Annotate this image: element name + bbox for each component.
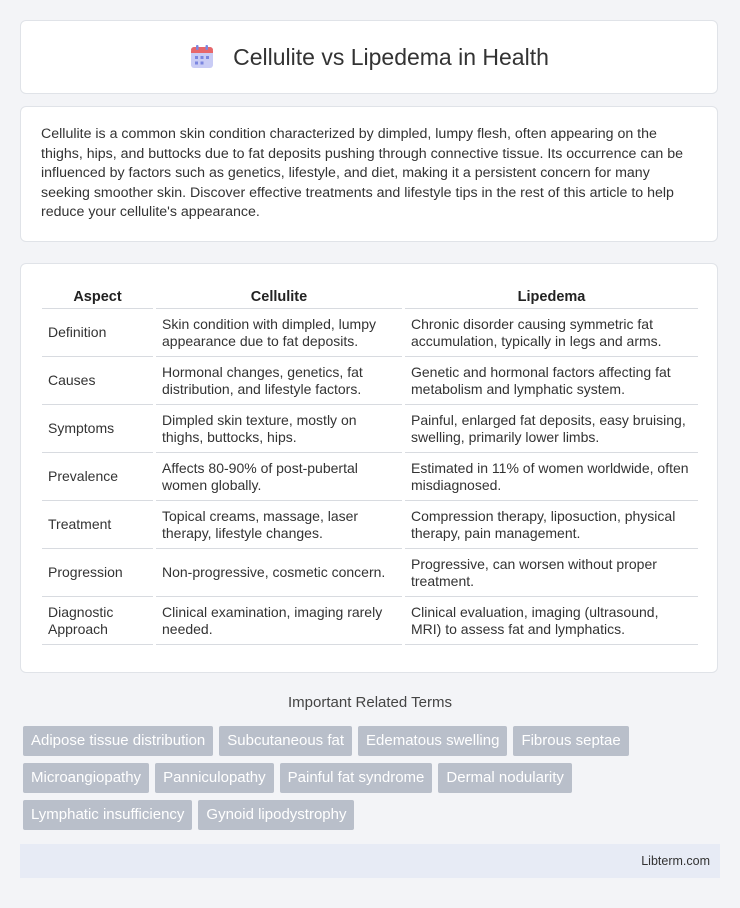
tag-row — [23, 726, 723, 756]
tag-panniculopathy[interactable]: Panniculopathy — [155, 763, 274, 793]
tag-fibrous-septae[interactable]: Fibrous septae — [513, 726, 628, 756]
tag-dermal-nodularity[interactable]: Dermal nodularity — [438, 763, 572, 793]
row-lipedema: Progressive, can worsen without proper treatment. — [405, 549, 698, 597]
comparison-table — [39, 286, 701, 645]
row-lipedema: Genetic and hormonal factors affecting fat metabolism and lymphatic system. — [405, 357, 698, 405]
table-row — [42, 453, 698, 501]
table-row — [42, 549, 698, 597]
tag-row — [23, 800, 723, 830]
row-cellulite: Hormonal changes, genetics, fat distribution, and lifestyle factors. — [156, 357, 402, 405]
intro-text: Cellulite is a common skin condition characterized by dimpled, lumpy flesh, often appearing on the thighs, hips, and buttocks due to fat deposits pushing through connective tissue. Its occurrence can be influenced by factors such as genetics, lifestyle, and diet, making it a persistent concern for many seeking smoother skin. Discover effective treatments and lifestyle tips in the rest of this article to help reduce your cellulite's appearance. — [41, 126, 683, 220]
tag-microangiopathy[interactable]: Microangiopathy — [23, 763, 149, 793]
title-wrap — [189, 44, 549, 71]
header-aspect: Aspect — [42, 286, 153, 309]
row-cellulite: Dimpled skin texture, mostly on thighs, buttocks, hips. — [156, 405, 402, 453]
table-row — [42, 597, 698, 645]
comparison-table-card — [20, 263, 718, 673]
row-cellulite: Clinical examination, imaging rarely needed. — [156, 597, 402, 645]
header-card — [20, 20, 718, 94]
row-aspect: Definition — [42, 309, 153, 357]
table-row — [42, 501, 698, 549]
tag-lymphatic-insufficiency[interactable]: Lymphatic insufficiency — [23, 800, 192, 830]
table-row — [42, 309, 698, 357]
row-lipedema: Estimated in 11% of women worldwide, often misdiagnosed. — [405, 453, 698, 501]
tag-row — [23, 763, 723, 793]
table-header-row — [42, 286, 698, 309]
row-aspect: Treatment — [42, 501, 153, 549]
table-row — [42, 357, 698, 405]
header-lipedema: Lipedema — [405, 286, 698, 309]
table-row — [42, 405, 698, 453]
row-lipedema: Painful, enlarged fat deposits, easy bruising, swelling, primarily lower limbs. — [405, 405, 698, 453]
intro-card — [20, 106, 718, 242]
row-lipedema: Compression therapy, liposuction, physical therapy, pain management. — [405, 501, 698, 549]
footer — [20, 844, 720, 878]
page-title: Cellulite vs Lipedema in Health — [233, 43, 549, 70]
tag-painful-fat-syndrome[interactable]: Painful fat syndrome — [280, 763, 433, 793]
row-cellulite: Non-progressive, cosmetic concern. — [156, 549, 402, 597]
row-aspect: Progression — [42, 549, 153, 597]
header-cellulite: Cellulite — [156, 286, 402, 309]
tag-adipose-tissue-distribution[interactable]: Adipose tissue distribution — [23, 726, 213, 756]
row-lipedema: Chronic disorder causing symmetric fat accumulation, typically in legs and arms. — [405, 309, 698, 357]
related-terms-title: Important Related Terms — [288, 694, 452, 711]
related-terms-tags — [23, 726, 723, 837]
row-aspect: Symptoms — [42, 405, 153, 453]
row-cellulite: Topical creams, massage, laser therapy, lifestyle changes. — [156, 501, 402, 549]
tag-gynoid-lipodystrophy[interactable]: Gynoid lipodystrophy — [198, 800, 354, 830]
row-lipedema: Clinical evaluation, imaging (ultrasound, MRI) to assess fat and lymphatics. — [405, 597, 698, 645]
row-aspect: Diagnostic Approach — [42, 597, 153, 645]
row-cellulite: Skin condition with dimpled, lumpy appearance due to fat deposits. — [156, 309, 402, 357]
tag-edematous-swelling[interactable]: Edematous swelling — [358, 726, 507, 756]
row-aspect: Causes — [42, 357, 153, 405]
calendar-icon — [189, 44, 215, 70]
row-cellulite: Affects 80-90% of post-pubertal women globally. — [156, 453, 402, 501]
tag-subcutaneous-fat[interactable]: Subcutaneous fat — [219, 726, 352, 756]
row-aspect: Prevalence — [42, 453, 153, 501]
footer-brand-link[interactable]: Libterm.com — [641, 854, 710, 868]
